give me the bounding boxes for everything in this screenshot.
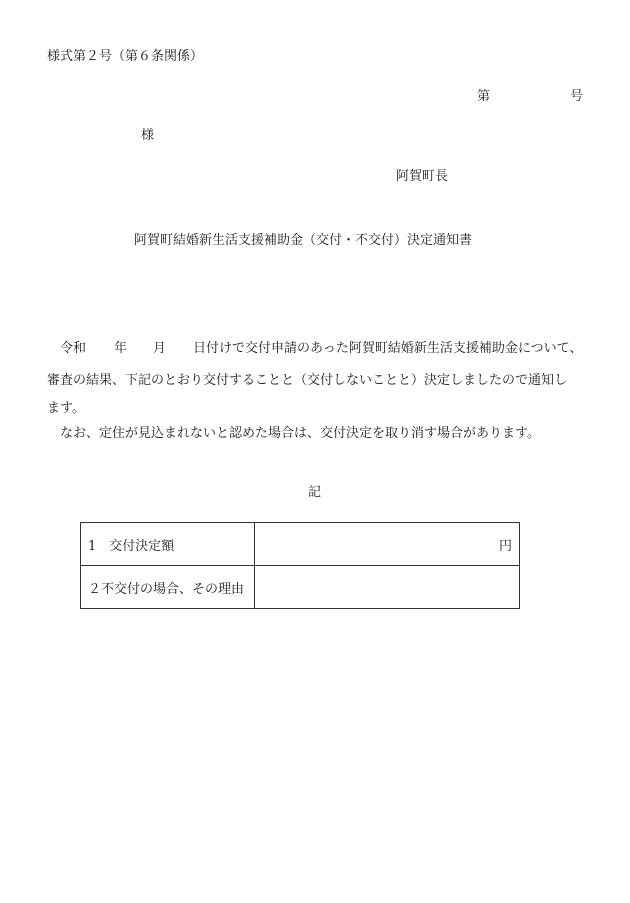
body-line-4-text: なお、定住が見込まれないと認めた場合は、交付決定を取り消す場合があります。 bbox=[60, 426, 540, 441]
body-line-2: 審査の結果、下記のとおり交付することと（交付しないことと）決定しましたので通知し bbox=[47, 373, 568, 388]
body-line-1 bbox=[47, 342, 582, 355]
document-number-suffix: 号 bbox=[570, 89, 584, 104]
month-label: 月 bbox=[153, 341, 167, 356]
table-row bbox=[81, 523, 520, 566]
issuer-name: 阿賀町長 bbox=[396, 169, 449, 184]
ki-heading: 記 bbox=[308, 485, 322, 500]
grant-amount-value: 円 bbox=[255, 523, 520, 566]
non-grant-reason-value bbox=[255, 566, 520, 609]
grant-amount-label: 1 交付決定額 bbox=[81, 523, 255, 566]
table-row bbox=[81, 566, 520, 609]
year-label: 年 bbox=[114, 341, 128, 356]
addressee-honorific: 様 bbox=[141, 128, 155, 143]
body-line-3: ます。 bbox=[47, 401, 85, 416]
non-grant-reason-label: ２不交付の場合、その理由 bbox=[81, 566, 255, 609]
body-line-1-text: 日付けで交付申請のあった阿賀町結婚新生活支援補助金について、 bbox=[193, 341, 583, 356]
form-number: 様式第２号（第６条関係） bbox=[47, 49, 204, 64]
body-line-4 bbox=[47, 427, 540, 440]
era-label: 令和 bbox=[60, 341, 87, 356]
document-title: 阿賀町結婚新生活支援補助金（交付・不交付）決定通知書 bbox=[134, 233, 473, 248]
details-table bbox=[80, 522, 520, 609]
document-number-prefix: 第 bbox=[477, 89, 491, 104]
